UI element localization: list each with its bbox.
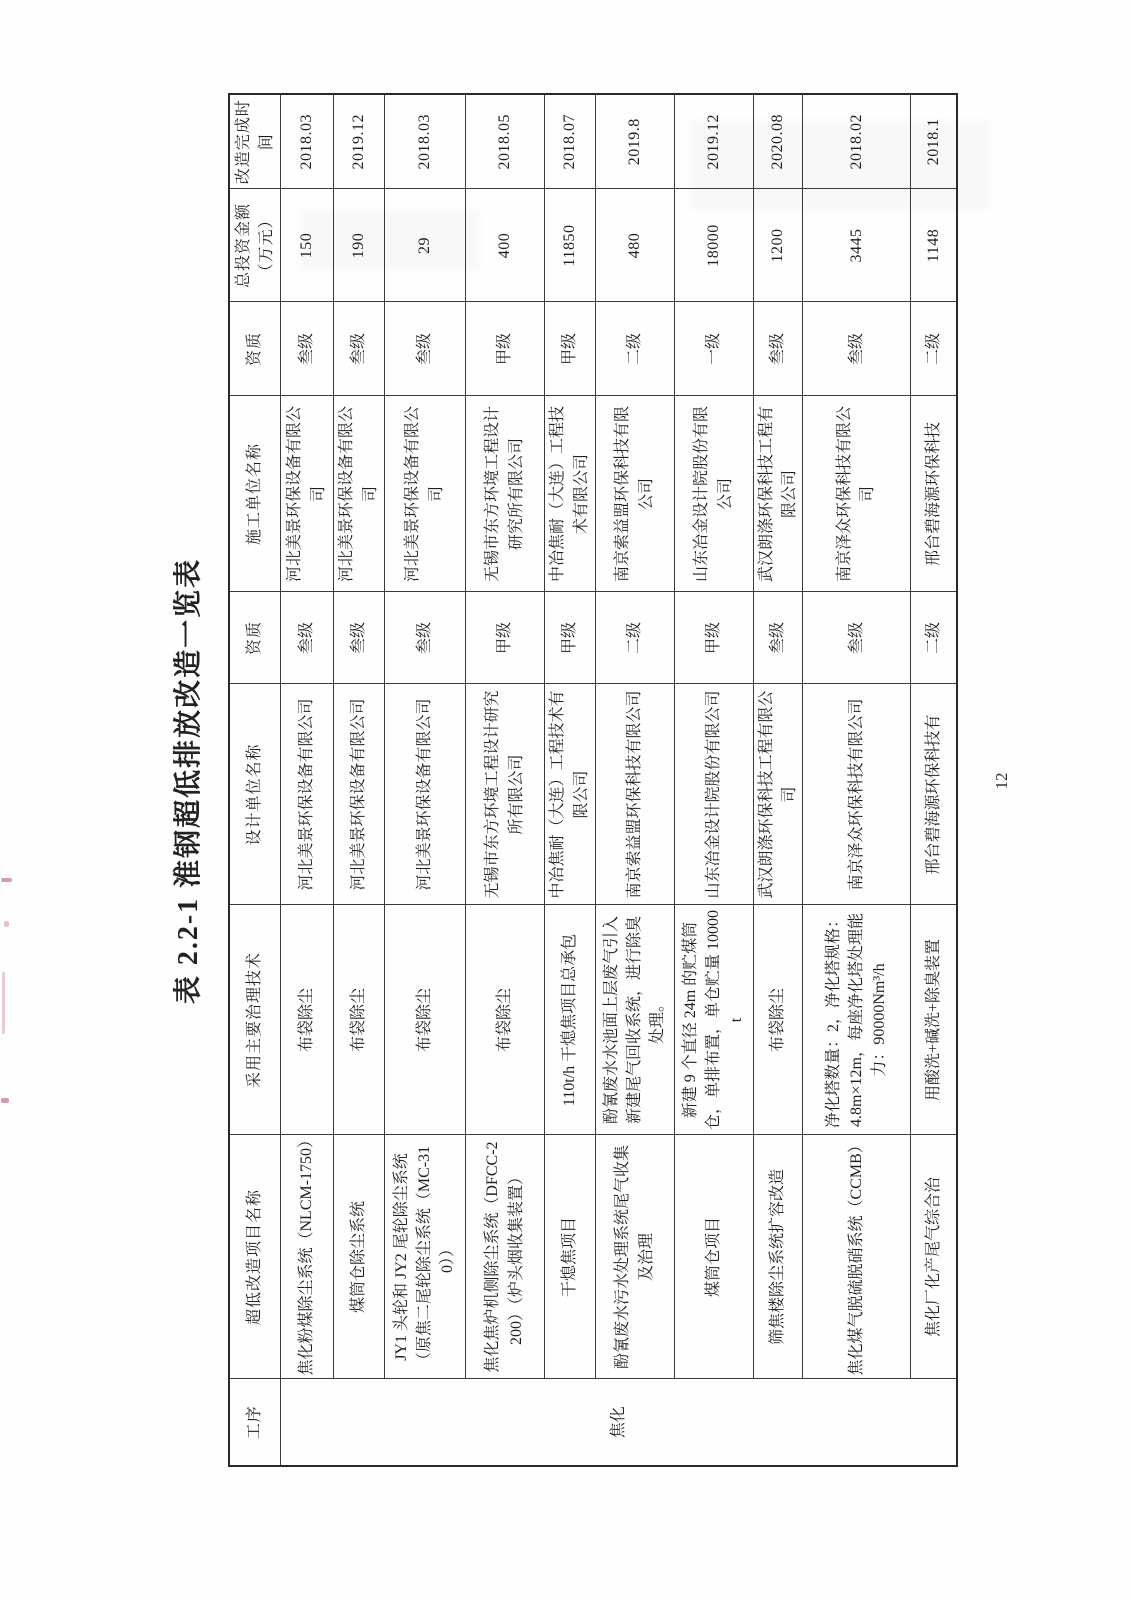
table-title: 表 2.2-1 淮钢超低排放改造一览表 bbox=[173, 557, 204, 1005]
cell-design_qualification: 叁级 bbox=[333, 592, 384, 684]
header-construction_unit: 施工单位名称 bbox=[229, 396, 280, 592]
red-scan-mark bbox=[4, 921, 9, 927]
cell-investment: 3445 bbox=[802, 189, 910, 302]
cell-design_qualification: 叁级 bbox=[753, 592, 802, 684]
table-row bbox=[674, 94, 753, 1466]
header-design_unit: 设计单位名称 bbox=[229, 684, 280, 905]
cell-design_qualification: 叁级 bbox=[384, 592, 465, 684]
cell-construction_unit: 无锡市东方环境工程设计研究所有限公司 bbox=[465, 396, 544, 592]
cell-investment: 29 bbox=[384, 189, 465, 302]
cell-investment: 190 bbox=[333, 189, 384, 302]
cell-design_unit: 无锡市东方环境工程设计研究所有限公司 bbox=[465, 684, 544, 905]
cell-construction_unit: 南京索益盟环保科技有限公司 bbox=[595, 396, 674, 592]
cell-technology: 布袋除尘 bbox=[333, 905, 384, 1135]
retrofit-table bbox=[228, 93, 958, 1467]
table-row bbox=[384, 94, 465, 1466]
cell-construction_qualification: 叁级 bbox=[333, 302, 384, 396]
cell-construction_unit: 邢台碧海源环保科技 bbox=[910, 396, 957, 592]
cell-completion: 2020.08 bbox=[753, 94, 802, 189]
cell-project: 酚氰废水污水处理系统尾气收集及治理 bbox=[595, 1135, 674, 1379]
cell-design_qualification: 甲级 bbox=[674, 592, 753, 684]
cell-technology: 用酸洗+碱洗+除臭装置 bbox=[910, 905, 957, 1135]
cell-construction_unit: 河北美景环保设备有限公司 bbox=[333, 396, 384, 592]
header-design_qualification: 资质 bbox=[229, 592, 280, 684]
red-scan-mark bbox=[1, 1098, 9, 1103]
table-row bbox=[910, 94, 957, 1466]
table-row bbox=[465, 94, 544, 1466]
page-number: 12 bbox=[992, 772, 1011, 790]
cell-investment: 480 bbox=[595, 189, 674, 302]
header-technology: 采用主要治理技术 bbox=[229, 905, 280, 1135]
cell-completion: 2018.07 bbox=[544, 94, 595, 189]
cell-technology: 酚氰废水水池面上层废气引入新建尾气回收系统，进行除臭处理。 bbox=[595, 905, 674, 1135]
cell-design_qualification: 甲级 bbox=[465, 592, 544, 684]
cell-project: 干熄焦项目 bbox=[544, 1135, 595, 1379]
cell-design_unit: 中冶焦耐（大连）工程技术有限公司 bbox=[544, 684, 595, 905]
table-row bbox=[802, 94, 910, 1466]
cell-construction_qualification: 叁级 bbox=[753, 302, 802, 396]
cell-design_unit: 河北美景环保设备有限公司 bbox=[280, 684, 333, 905]
cell-construction_unit: 武汉朗涤环保科技工程有限公司 bbox=[753, 396, 802, 592]
cell-completion: 2019.12 bbox=[333, 94, 384, 189]
cell-construction_unit: 山东冶金设计院股份有限公司 bbox=[674, 396, 753, 592]
cell-construction_unit: 南京泽众环保科技有限公司 bbox=[802, 396, 910, 592]
table-row bbox=[753, 94, 802, 1466]
cell-technology: 新建 9 个直径 24m 的贮煤筒仓，单排布置，单仓贮量 10000t bbox=[674, 905, 753, 1135]
cell-construction_qualification: 甲级 bbox=[465, 302, 544, 396]
red-scan-mark bbox=[1, 878, 12, 882]
cell-design_qualification: 二级 bbox=[910, 592, 957, 684]
cell-technology: 布袋除尘 bbox=[753, 905, 802, 1135]
table-row bbox=[280, 94, 333, 1466]
cell-construction_qualification: 甲级 bbox=[544, 302, 595, 396]
cell-investment: 150 bbox=[280, 189, 333, 302]
cell-completion: 2019.12 bbox=[674, 94, 753, 189]
cell-project: 煤筒仓除尘系统 bbox=[333, 1135, 384, 1379]
cell-design_qualification: 二级 bbox=[595, 592, 674, 684]
cell-construction_qualification: 一级 bbox=[674, 302, 753, 396]
header-construction_qualification: 资质 bbox=[229, 302, 280, 396]
cell-design_unit: 南京泽众环保科技有限公司 bbox=[802, 684, 910, 905]
table-body bbox=[280, 94, 957, 1466]
cell-construction_qualification: 叁级 bbox=[280, 302, 333, 396]
cell-project: JY1 头轮和 JY2 尾轮除尘系统（原焦二尾轮除尘系统（MC-310）） bbox=[384, 1135, 465, 1379]
table-row bbox=[544, 94, 595, 1466]
header-completion: 改造完成时间 bbox=[229, 94, 280, 189]
table-header-row bbox=[229, 94, 280, 1466]
cell-design_unit: 河北美景环保设备有限公司 bbox=[384, 684, 465, 905]
cell-completion: 2018.03 bbox=[384, 94, 465, 189]
cell-completion: 2018.1 bbox=[910, 94, 957, 189]
table-row bbox=[333, 94, 384, 1466]
cell-completion: 2018.02 bbox=[802, 94, 910, 189]
header-process: 工序 bbox=[229, 1379, 280, 1466]
cell-design_unit: 武汉朗涤环保科技工程有限公司 bbox=[753, 684, 802, 905]
cell-technology: 净化塔数量：2，净化塔规格：4.8m×12m，每座净化塔处理能力：90000Nm³/h bbox=[802, 905, 910, 1135]
red-scan-mark bbox=[2, 972, 5, 1034]
cell-construction_unit: 河北美景环保设备有限公司 bbox=[280, 396, 333, 592]
cell-completion: 2018.05 bbox=[465, 94, 544, 189]
header-project: 超低改造项目名称 bbox=[229, 1135, 280, 1379]
table-row bbox=[595, 94, 674, 1466]
cell-construction_qualification: 叁级 bbox=[802, 302, 910, 396]
cell-completion: 2018.03 bbox=[280, 94, 333, 189]
cell-technology: 110t/h 干熄焦项目总承包 bbox=[544, 905, 595, 1135]
header-investment: 总投资金额（万元） bbox=[229, 189, 280, 302]
cell-project: 筛焦楼除尘系统扩容改造 bbox=[753, 1135, 802, 1379]
cell-construction_qualification: 二级 bbox=[595, 302, 674, 396]
cell-design_unit: 山东冶金设计院股份有限公司 bbox=[674, 684, 753, 905]
cell-construction_qualification: 叁级 bbox=[384, 302, 465, 396]
cell-project: 煤筒仓项目 bbox=[674, 1135, 753, 1379]
rotated-sheet bbox=[140, 95, 1045, 1467]
cell-technology: 布袋除尘 bbox=[465, 905, 544, 1135]
cell-investment: 11850 bbox=[544, 189, 595, 302]
cell-construction_unit: 河北美景环保设备有限公司 bbox=[384, 396, 465, 592]
cell-technology: 布袋除尘 bbox=[384, 905, 465, 1135]
cell-construction_unit: 中冶焦耐（大连）工程技术有限公司 bbox=[544, 396, 595, 592]
cell-design_qualification: 叁级 bbox=[802, 592, 910, 684]
cell-design_unit: 河北美景环保设备有限公司 bbox=[333, 684, 384, 905]
cell-design_qualification: 甲级 bbox=[544, 592, 595, 684]
cell-design_unit: 邢台碧海源环保科技有 bbox=[910, 684, 957, 905]
cell-investment: 18000 bbox=[674, 189, 753, 302]
cell-process-group: 焦化 bbox=[280, 1379, 957, 1466]
cell-technology: 布袋除尘 bbox=[280, 905, 333, 1135]
cell-project: 焦化厂化产尾气综合治 bbox=[910, 1135, 957, 1379]
cell-completion: 2019.8 bbox=[595, 94, 674, 189]
cell-investment: 1148 bbox=[910, 189, 957, 302]
cell-construction_qualification: 二级 bbox=[910, 302, 957, 396]
cell-design_unit: 南京索益盟环保科技有限公司 bbox=[595, 684, 674, 905]
cell-design_qualification: 叁级 bbox=[280, 592, 333, 684]
cell-investment: 1200 bbox=[753, 189, 802, 302]
cell-project: 焦化粉煤除尘系统（NLCM-1750） bbox=[280, 1135, 333, 1379]
cell-project: 焦化焦炉机侧除尘系统（DFCC-2200）（炉头烟收集装置） bbox=[465, 1135, 544, 1379]
cell-investment: 400 bbox=[465, 189, 544, 302]
cell-project: 焦化煤气脱硫脱硝系统（CCMB） bbox=[802, 1135, 910, 1379]
